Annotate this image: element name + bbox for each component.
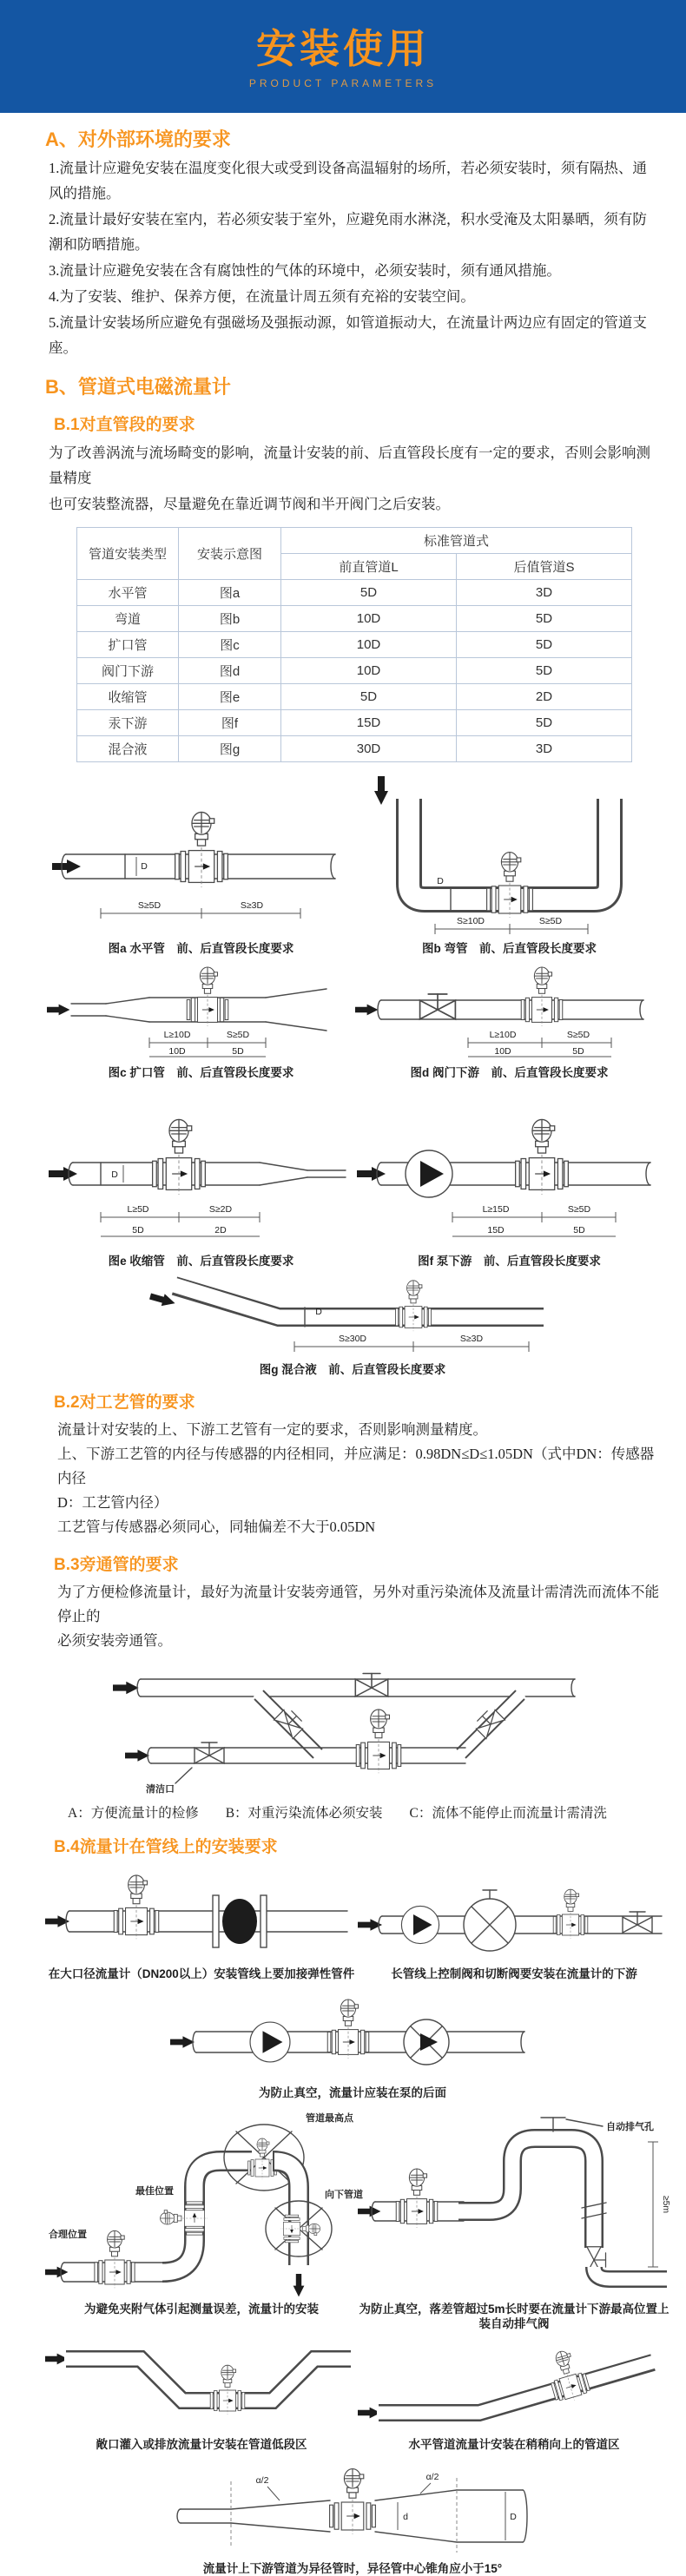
b4-up-caption: 水平管道流量计安装在稍稍向上的管道区 <box>408 2438 620 2451</box>
col-type: 管道安装类型 <box>77 528 179 580</box>
col-front: 前直管道L <box>281 554 457 580</box>
b4-figure-valves <box>358 1864 670 1981</box>
dim-label: 5D <box>573 1225 585 1235</box>
small-d-label: d <box>403 2512 408 2522</box>
b4-elastic-diagram <box>45 1864 358 1965</box>
figure-e-diagram <box>47 1087 355 1252</box>
b4-row1 <box>45 1864 660 1981</box>
d-label: D <box>437 876 444 886</box>
b1-intro-line1: 为了改善涡流与流场畸变的影响，流量计安装的前、后直管段长度有一定的要求，否则会影响测量精度 <box>49 445 650 486</box>
b4-figure-reducer <box>45 2457 660 2576</box>
b4-gas-diagram <box>45 2107 366 2300</box>
b2-line: D：工艺管内径） <box>57 1494 168 1511</box>
figure-f-diagram <box>355 1087 663 1252</box>
b2-line: 流量计对安装的上、下游工艺管有一定的要求，否则影响测量精度。 <box>57 1421 487 1438</box>
d-label: D <box>315 1307 322 1317</box>
table-row: 扩口管 图c 10D 5D <box>77 632 632 658</box>
table-header-row <box>77 528 632 554</box>
b4-vent-diagram <box>358 2107 679 2300</box>
figure-f-caption: 图f 泵下游 前、后直管段长度要求 <box>418 1255 601 1268</box>
b4-pump-caption: 为防止真空，流量计应装在泵的后面 <box>259 2086 446 2099</box>
b2-line: 工艺管与传感器必须同心，同轴偏差不大于0.05DN <box>57 1519 376 1535</box>
b4-low-caption: 敞口灌入或排放流量计安装在管道低段区 <box>96 2438 307 2451</box>
dim-label: 5D <box>232 1046 244 1057</box>
gas-label-reasonable: 合理位置 <box>49 2230 87 2240</box>
section-a-item: 1.流量计应避免安装在温度变化很大或受到设备高温辐射的场所，若必须安装时，须有隔热、通风的措施。 <box>49 160 647 201</box>
dim-label: L≥10D <box>489 1030 517 1040</box>
figure-c-caption: 图c 扩口管 前、后直管段长度要求 <box>108 1066 294 1079</box>
b4-figure-up <box>358 2338 670 2452</box>
figure-g-diagram <box>148 1274 557 1360</box>
figure-g-caption: 图g 混合液 前、后直管段长度要求 <box>259 1363 446 1376</box>
d-label: D <box>111 1169 118 1180</box>
b4-low-diagram <box>45 2338 358 2435</box>
bypass-diagram <box>109 1658 596 1795</box>
col-back: 后值管道S <box>457 554 632 580</box>
figure-d-diagram <box>355 963 663 1064</box>
table-row: 混合液 图g 30D 3D <box>77 736 632 762</box>
dim-label: L≥15D <box>482 1204 510 1215</box>
dim-label: L≥10D <box>163 1030 191 1040</box>
dim-label: 5D <box>132 1225 144 1235</box>
b4-reducer-caption: 流量计上下游管道为异径管时，异径管中心锥角应小于15° <box>202 2562 503 2575</box>
figure-e-caption: 图e 收缩管 前、后直管段长度要求 <box>108 1255 294 1268</box>
section-b3-heading: B.3旁通管的要求 <box>54 1556 179 1574</box>
dim-label: S≥10D <box>456 916 485 926</box>
vent-label: 自动排气孔 <box>606 2122 654 2132</box>
b4-elastic-caption: 在大口径流量计（DN200以上）安装管线上要加接弹性管件 <box>48 1967 355 1980</box>
b4-figure-vent <box>358 2107 670 2331</box>
section-b2-heading: B.2对工艺管的要求 <box>54 1393 195 1412</box>
col-group: 标准管道式 <box>281 528 632 554</box>
table-row: 收缩管 图e 5D 2D <box>77 684 632 710</box>
dim-label: S≥5D <box>538 916 563 926</box>
pipe-install-table <box>76 527 632 762</box>
dim-label: L≥5D <box>127 1204 149 1215</box>
figure-b <box>355 769 663 956</box>
dim-label: S≥5D <box>137 900 162 911</box>
page-title: 安装使用 <box>256 26 430 71</box>
b4-figure-gas <box>45 2107 363 2331</box>
b4-vent-caption: 为防止真空，落差管超过5m长时要在流量计下游最高位置上装自动排气阀 <box>359 2303 670 2330</box>
section-a-item: 5.流量计安装场所应避免有强磁场及强振动源，如管道振动大，在流量计两边应有固定的管道支座。 <box>49 314 647 356</box>
dim-label: 2D <box>214 1225 227 1235</box>
b4-gas-caption: 为避免夹附气体引起测量误差，流量计的安装 <box>84 2303 319 2316</box>
figure-a <box>47 769 355 956</box>
figure-b-caption: 图b 弯管 前、后直管段长度要求 <box>422 942 597 955</box>
section-a-item: 4.为了安装、维护、保养方便，在流量计周五须有充裕的安装空间。 <box>49 288 475 305</box>
figure-e <box>47 1087 355 1268</box>
b4-valves-caption: 长管线上控制阀和切断阀要安装在流量计的下游 <box>391 1967 637 1980</box>
table-row: 弯道 图b 10D 5D <box>77 606 632 632</box>
b3-line: 必须安装旁通管。 <box>57 1632 172 1649</box>
figure-b-diagram <box>355 769 663 939</box>
b4-row3 <box>45 2338 660 2452</box>
figures-b1 <box>45 769 660 1377</box>
dim-label: S≥3D <box>240 900 264 911</box>
b4-valves-diagram <box>358 1864 670 1965</box>
section-b4-heading: B.4流量计在管线上的安装要求 <box>54 1838 278 1856</box>
gas-label-highest: 管道最高点 <box>306 2113 353 2124</box>
gas-label-down: 向下管道 <box>325 2190 363 2200</box>
figure-f <box>355 1087 663 1268</box>
page-subtitle: PRODUCT PARAMETERS <box>248 77 438 89</box>
col-fig: 安装示意图 <box>179 528 281 580</box>
table-row: 汞下游 图f 15D 5D <box>77 710 632 736</box>
b4-pump-diagram <box>170 1986 535 2084</box>
dim-label: S≥2D <box>208 1204 233 1215</box>
header-banner <box>0 0 686 113</box>
dim-label: S≥5D <box>566 1030 590 1040</box>
b2-line: 上、下游工艺管的内径与传感器的内径相同，并应满足：0.98DN≤D≤1.05DN（式中DN：传感器内径 <box>57 1446 655 1486</box>
figure-c-diagram <box>47 963 355 1064</box>
main-content <box>0 125 686 2576</box>
big-d-label: D <box>510 2512 517 2522</box>
b4-figure-elastic <box>45 1864 358 1981</box>
figure-a-caption: 图a 水平管 前、后直管段长度要求 <box>108 942 294 955</box>
b4-up-diagram <box>358 2338 670 2435</box>
angle-label: α/2 <box>255 2475 269 2486</box>
figure-a-diagram <box>47 769 355 939</box>
bypass-legend: A：方便流量计的检修 B：对重污染流体必须安装 C：流体不能停止而流量计需清洗 <box>68 1806 607 1821</box>
figure-d <box>355 963 663 1080</box>
vent-height-label: ≥5m <box>661 2195 671 2214</box>
dim-label: 5D <box>572 1046 584 1057</box>
section-a-item: 3.流量计应避免安装在含有腐蚀性的气体的环境中，必须安装时，须有通风措施。 <box>49 262 561 279</box>
table-row: 阀门下游 图d 10D 5D <box>77 658 632 684</box>
dim-label: S≥5D <box>567 1204 591 1215</box>
dim-label: 10D <box>494 1046 511 1057</box>
section-b1-heading: B.1对直管段的要求 <box>54 416 195 434</box>
figure-c <box>47 963 355 1080</box>
angle-label: α/2 <box>425 2472 439 2482</box>
section-a-item: 2.流量计最好安装在室内，若必须安装于室外，应避免雨水淋浇，积水受淹及太阳暴晒，须有防潮和防晒措施。 <box>49 211 647 253</box>
section-b-heading: B、管道式电磁流量计 <box>45 376 231 398</box>
d-label: D <box>141 861 148 872</box>
b1-intro-line2: 也可安装整流器，尽量避免在靠近调节阀和半开阀门之后安装。 <box>49 496 450 512</box>
dim-label: 15D <box>487 1225 505 1235</box>
b4-figure-pump <box>45 1986 660 2100</box>
clean-port-label: 清洁口 <box>146 1784 175 1795</box>
table-row: 水平管 图a 5D 3D <box>77 580 632 606</box>
figure-d-caption: 图d 阀门下游 前、后直管段长度要求 <box>410 1066 609 1079</box>
b4-row2 <box>45 2107 671 2331</box>
dim-label: S≥3D <box>459 1334 484 1344</box>
b3-line: 为了方便检修流量计，最好为流量计安装旁通管，另外对重污染流体及流量计需清洗而流体不能停止的 <box>57 1584 659 1624</box>
bypass-figure <box>45 1658 660 1795</box>
dim-label: S≥30D <box>338 1334 367 1344</box>
dim-label: S≥5D <box>226 1030 250 1040</box>
dim-label: 10D <box>168 1046 186 1057</box>
section-a-heading: A、对外部环境的要求 <box>45 128 231 150</box>
gas-label-best: 最佳位置 <box>135 2186 174 2197</box>
b4-reducer-diagram <box>170 2457 535 2560</box>
figure-g <box>47 1274 658 1377</box>
b4-figure-low <box>45 2338 358 2452</box>
